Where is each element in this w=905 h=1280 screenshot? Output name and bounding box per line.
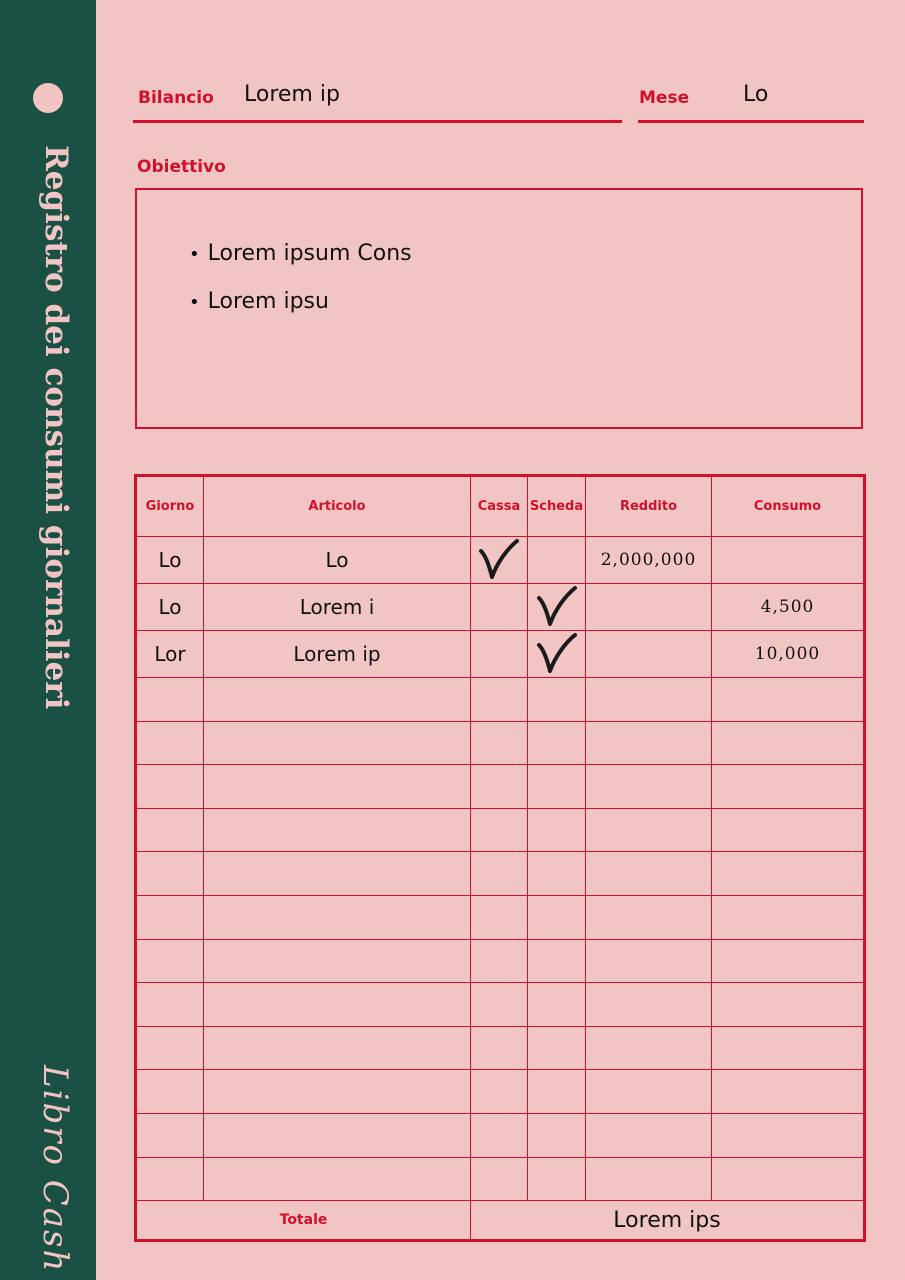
reddito-cell[interactable]	[586, 852, 712, 896]
empty-table-row	[136, 678, 865, 722]
binder-hole	[33, 83, 63, 113]
empty-table-row	[136, 939, 865, 983]
scheda-cell[interactable]	[528, 939, 586, 983]
month-value[interactable]: Lo	[743, 82, 769, 107]
articolo-cell[interactable]	[204, 1113, 471, 1157]
reddito-cell[interactable]	[586, 895, 712, 939]
cassa-cell[interactable]	[471, 1157, 528, 1201]
ledger-body	[136, 537, 865, 1201]
month-underline	[638, 120, 864, 123]
scheda-cell[interactable]	[528, 584, 586, 631]
reddito-cell[interactable]	[586, 939, 712, 983]
column-header-articolo: Articolo	[204, 476, 471, 537]
scheda-cell[interactable]	[528, 721, 586, 765]
consumo-cell[interactable]	[712, 939, 865, 983]
empty-table-row	[136, 721, 865, 765]
column-header-giorno: Giorno	[136, 476, 204, 537]
scheda-cell[interactable]	[528, 852, 586, 896]
empty-table-row	[136, 765, 865, 809]
objective-item: • Lorem ipsu	[189, 278, 412, 326]
checkmark-icon	[477, 537, 521, 583]
empty-table-row	[136, 808, 865, 852]
reddito-cell[interactable]	[586, 678, 712, 722]
consumo-cell[interactable]	[712, 852, 865, 896]
articolo-cell[interactable]	[204, 852, 471, 896]
articolo-cell[interactable]	[204, 678, 471, 722]
expense-ledger-table	[134, 474, 866, 1242]
reddito-cell[interactable]	[586, 584, 712, 631]
table-row	[136, 537, 865, 584]
giorno-cell[interactable]: Lo	[136, 584, 204, 631]
articolo-cell[interactable]	[204, 1070, 471, 1114]
articolo-cell[interactable]	[204, 1026, 471, 1070]
giorno-cell[interactable]	[136, 1157, 204, 1201]
reddito-cell[interactable]	[586, 808, 712, 852]
giorno-cell[interactable]	[136, 983, 204, 1027]
consumo-cell[interactable]	[712, 721, 865, 765]
cassa-cell[interactable]	[471, 1026, 528, 1070]
consumo-cell[interactable]	[712, 678, 865, 722]
consumo-cell[interactable]	[712, 1157, 865, 1201]
giorno-cell[interactable]	[136, 895, 204, 939]
objective-box[interactable]	[135, 188, 863, 429]
giorno-cell[interactable]: Lo	[136, 537, 204, 584]
cassa-cell[interactable]	[471, 678, 528, 722]
table-row	[136, 584, 865, 631]
scheda-cell[interactable]	[528, 1070, 586, 1114]
articolo-cell[interactable]: Lorem ip	[204, 631, 471, 678]
scheda-cell[interactable]	[528, 895, 586, 939]
giorno-cell[interactable]	[136, 852, 204, 896]
brand-logo: Libro Cash	[35, 1065, 75, 1274]
scheda-cell[interactable]	[528, 983, 586, 1027]
empty-table-row	[136, 852, 865, 896]
objective-item: • Lorem ipsum Cons	[189, 230, 412, 278]
empty-table-row	[136, 1113, 865, 1157]
table-header-row	[136, 476, 865, 537]
checkmark-icon	[535, 631, 579, 677]
objective-label: Obiettivo	[137, 157, 226, 177]
scheda-cell[interactable]	[528, 765, 586, 809]
consumo-cell[interactable]	[712, 537, 865, 584]
giorno-cell[interactable]	[136, 721, 204, 765]
scheda-cell[interactable]	[528, 1157, 586, 1201]
cassa-cell[interactable]	[471, 852, 528, 896]
reddito-cell[interactable]	[586, 1113, 712, 1157]
balance-label: Bilancio	[138, 88, 214, 108]
empty-table-row	[136, 1070, 865, 1114]
cassa-cell[interactable]	[471, 584, 528, 631]
cassa-cell[interactable]	[471, 983, 528, 1027]
cassa-cell[interactable]	[471, 939, 528, 983]
articolo-cell[interactable]	[204, 721, 471, 765]
cassa-cell[interactable]	[471, 1070, 528, 1114]
column-header-cassa: Cassa	[471, 476, 528, 537]
total-label: Totale	[136, 1201, 471, 1241]
reddito-cell[interactable]	[586, 765, 712, 809]
articolo-cell[interactable]	[204, 983, 471, 1027]
consumo-cell[interactable]: 10,000	[712, 631, 865, 678]
giorno-cell[interactable]	[136, 1113, 204, 1157]
cassa-cell[interactable]	[471, 765, 528, 809]
articolo-cell[interactable]: Lo	[204, 537, 471, 584]
scheda-cell[interactable]	[528, 1026, 586, 1070]
articolo-cell[interactable]	[204, 895, 471, 939]
articolo-cell[interactable]	[204, 765, 471, 809]
checkmark-icon	[535, 584, 579, 630]
consumo-cell[interactable]	[712, 1113, 865, 1157]
articolo-cell[interactable]	[204, 939, 471, 983]
consumo-cell[interactable]: 4,500	[712, 584, 865, 631]
cassa-cell[interactable]	[471, 1113, 528, 1157]
scheda-cell[interactable]	[528, 678, 586, 722]
spine	[0, 0, 96, 1280]
scheda-cell[interactable]	[528, 1113, 586, 1157]
articolo-cell[interactable]	[204, 808, 471, 852]
column-header-scheda: Scheda	[528, 476, 586, 537]
cassa-cell[interactable]	[471, 537, 528, 584]
total-row	[136, 1201, 865, 1241]
reddito-cell[interactable]	[586, 721, 712, 765]
consumo-cell[interactable]	[712, 983, 865, 1027]
reddito-cell[interactable]: 2,000,000	[586, 537, 712, 584]
consumo-cell[interactable]	[712, 1026, 865, 1070]
giorno-cell[interactable]	[136, 765, 204, 809]
cassa-cell[interactable]	[471, 895, 528, 939]
column-header-consumo: Consumo	[712, 476, 865, 537]
balance-value[interactable]: Lorem ip	[244, 82, 340, 107]
articolo-cell[interactable]	[204, 1157, 471, 1201]
table-row	[136, 631, 865, 678]
giorno-cell[interactable]	[136, 1026, 204, 1070]
column-header-reddito: Reddito	[586, 476, 712, 537]
giorno-cell[interactable]: Lor	[136, 631, 204, 678]
month-label: Mese	[639, 88, 690, 108]
objective-list	[189, 230, 412, 326]
giorno-cell[interactable]	[136, 1070, 204, 1114]
giorno-cell[interactable]	[136, 678, 204, 722]
reddito-cell[interactable]	[586, 1157, 712, 1201]
consumo-cell[interactable]	[712, 895, 865, 939]
consumo-cell[interactable]	[712, 765, 865, 809]
reddito-cell[interactable]	[586, 1070, 712, 1114]
empty-table-row	[136, 983, 865, 1027]
consumo-cell[interactable]	[712, 1070, 865, 1114]
empty-table-row	[136, 895, 865, 939]
articolo-cell[interactable]: Lorem i	[204, 584, 471, 631]
scheda-cell[interactable]	[528, 808, 586, 852]
balance-underline	[133, 120, 622, 123]
cassa-cell[interactable]	[471, 808, 528, 852]
consumo-cell[interactable]	[712, 808, 865, 852]
reddito-cell[interactable]	[586, 631, 712, 678]
total-value[interactable]: Lorem ips	[471, 1201, 865, 1241]
empty-table-row	[136, 1026, 865, 1070]
reddito-cell[interactable]	[586, 1026, 712, 1070]
scheda-cell[interactable]	[528, 631, 586, 678]
scheda-cell[interactable]	[528, 537, 586, 584]
giorno-cell[interactable]	[136, 808, 204, 852]
cassa-cell[interactable]	[471, 631, 528, 678]
document-title: Registro dei consumi giornalieri	[38, 145, 74, 710]
cassa-cell[interactable]	[471, 721, 528, 765]
empty-table-row	[136, 1157, 865, 1201]
giorno-cell[interactable]	[136, 939, 204, 983]
reddito-cell[interactable]	[586, 983, 712, 1027]
